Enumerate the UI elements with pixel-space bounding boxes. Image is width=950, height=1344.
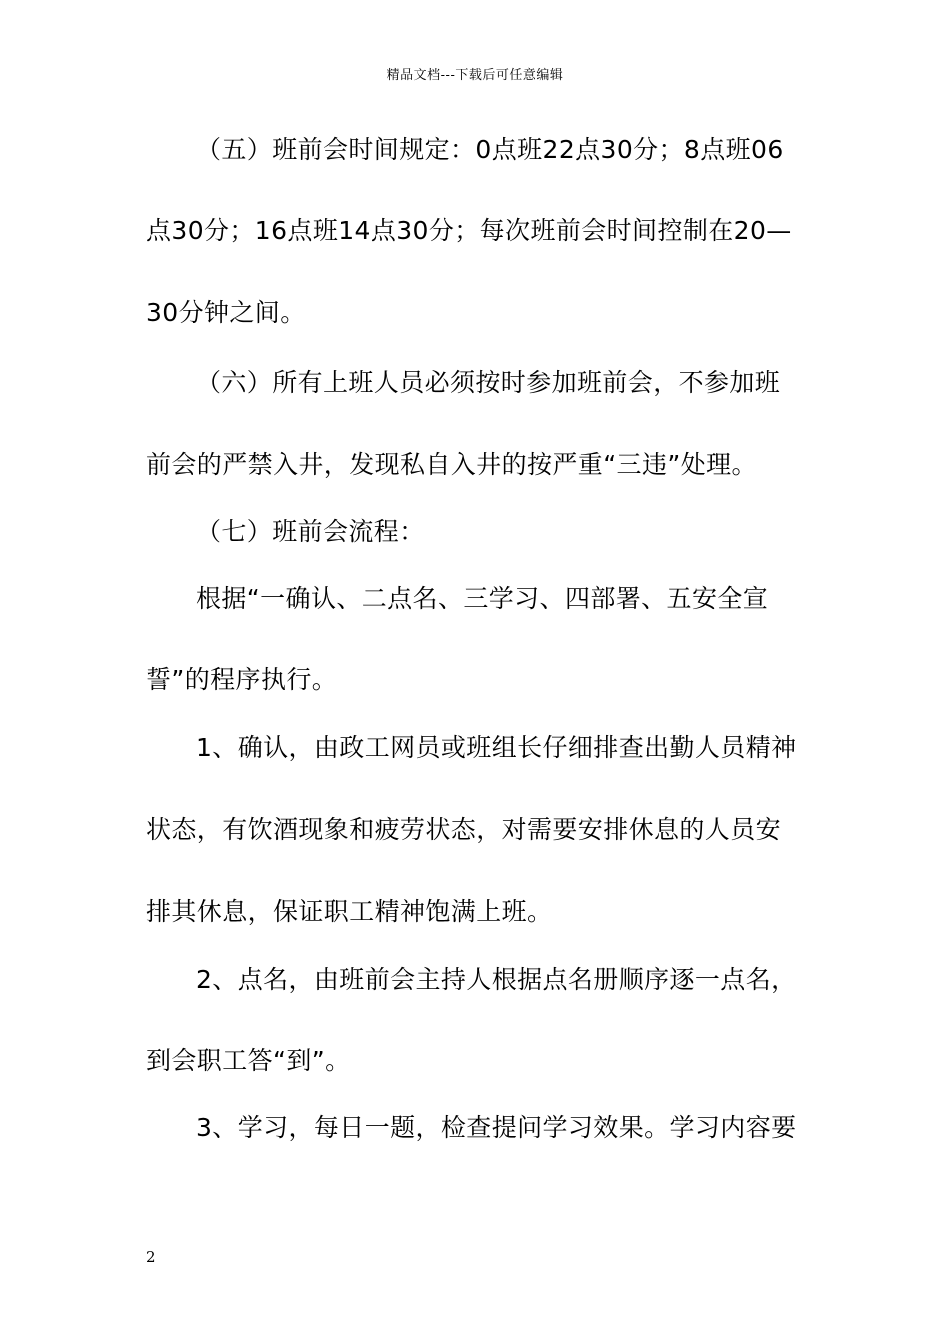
- text-line: 誓”的程序执行。: [146, 665, 338, 694]
- page-number: 2: [146, 1248, 156, 1266]
- text-line: 到会职工答“到”。: [146, 1046, 351, 1075]
- text-line: 3、学习，每日一题，检查提问学习效果。学习内容要: [196, 1113, 797, 1142]
- text-line: 状态，有饮酒现象和疲劳状态，对需要安排休息的人员安: [146, 815, 782, 844]
- text-line: 排其休息，保证职工精神饱满上班。: [146, 897, 553, 926]
- text-line: 点30分；16点班14点30分；每次班前会时间控制在20—: [146, 216, 792, 245]
- text-line: （七）班前会流程：: [196, 517, 425, 546]
- text-line: （五）班前会时间规定：0点班22点30分；8点班06: [196, 135, 784, 164]
- text-line: 1、确认，由政工网员或班组长仔细排查出勤人员精神: [196, 733, 797, 762]
- text-line: （六）所有上班人员必须按时参加班前会，不参加班: [196, 368, 781, 397]
- text-line: 根据“一确认、二点名、三学习、四部署、五安全宣: [196, 584, 769, 613]
- text-line: 前会的严禁入井，发现私自入井的按严重“三违”处理。: [146, 450, 757, 479]
- page-header: 精品文档---下载后可任意编辑: [386, 68, 564, 83]
- text-line: 30分钟之间。: [146, 298, 306, 327]
- text-line: 2、点名，由班前会主持人根据点名册顺序逐一点名，: [196, 965, 797, 994]
